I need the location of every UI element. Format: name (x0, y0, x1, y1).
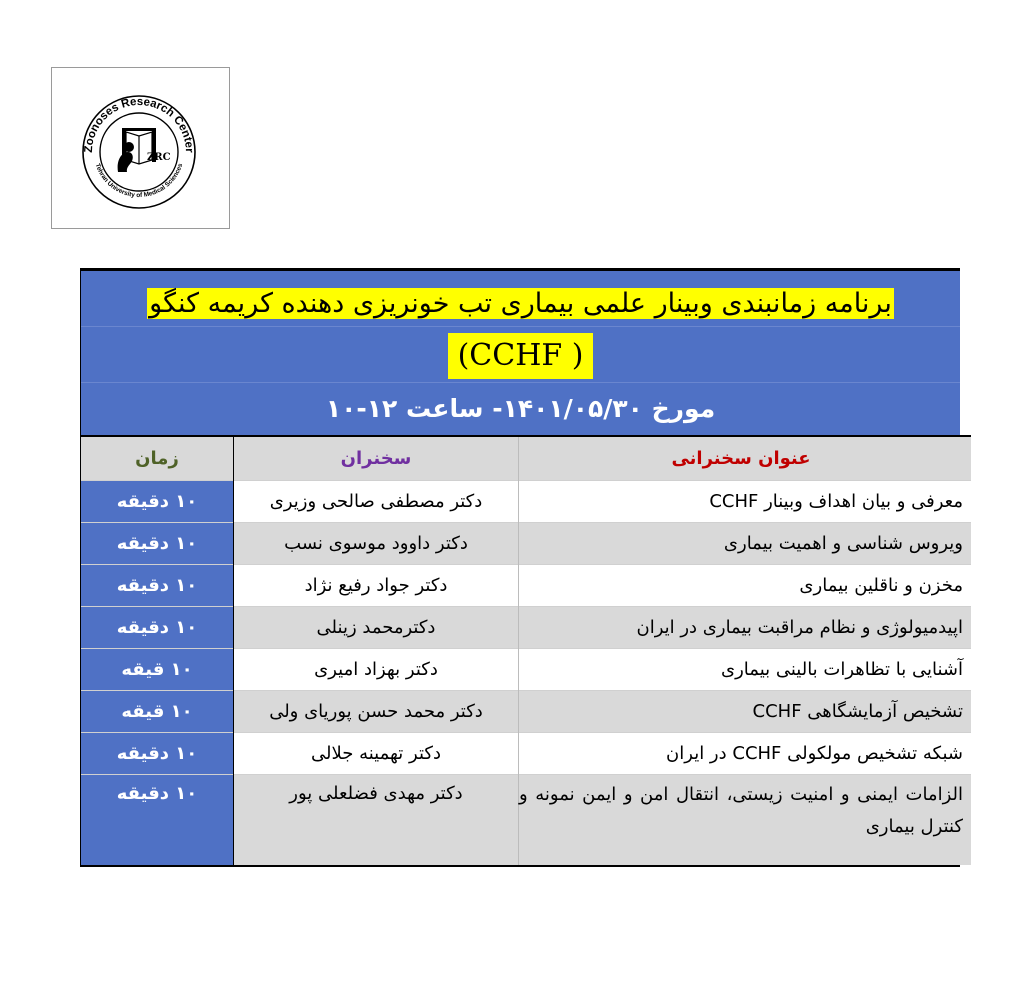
book-reader-icon (118, 128, 156, 172)
webinar-schedule (80, 268, 963, 867)
table-row (81, 565, 972, 607)
table-row (81, 607, 972, 649)
topic-cell: آشنایی با تظاهرات بالینی بیماری (519, 649, 972, 691)
column-header-speaker: سخنران (234, 436, 519, 481)
time-cell: ۱۰ دقیقه (81, 607, 234, 649)
time-cell: ۱۰ قیقه (81, 691, 234, 733)
speaker-cell: دکتر محمد حسن پوریای ولی (234, 691, 519, 733)
time-cell: ۱۰ دقیقه (81, 733, 234, 775)
column-header-topic: عنوان سخنرانی (519, 436, 972, 481)
title-row-2 (81, 327, 960, 383)
time-cell: ۱۰ دقیقه (81, 565, 234, 607)
speaker-cell: دکتر تهمینه جلالی (234, 733, 519, 775)
time-cell: ۱۰ دقیقه (81, 523, 234, 565)
date-row (81, 383, 960, 435)
bottom-rule (80, 865, 960, 867)
column-header-time: زمان (81, 436, 234, 481)
time-cell: ۱۰ قیقه (81, 649, 234, 691)
title-row-1 (81, 271, 960, 327)
logo-arc-top-text: Zoonoses Research Center (82, 95, 196, 154)
topic-cell: اپیدمیولوژی و نظام مراقبت بیماری در ایران (519, 607, 972, 649)
table-row (81, 649, 972, 691)
webinar-title: برنامه زمانبندی وبینار علمی بیماری تب خونریزی دهنده کریمه کنگو (149, 288, 892, 319)
speaker-cell: دکترمحمد زینلی (234, 607, 519, 649)
speaker-cell: دکتر جواد رفیع نژاد (234, 565, 519, 607)
speaker-cell: دکتر داوود موسوی نسب (234, 523, 519, 565)
table-row (81, 733, 972, 775)
zrc-logo (52, 68, 229, 228)
topic-cell: معرفی و بیان اهداف وبینار CCHF (519, 481, 972, 523)
table-row (81, 691, 972, 733)
table-row (81, 775, 972, 866)
time-cell: ۱۰ دقیقه (81, 481, 234, 523)
table-row (81, 523, 972, 565)
topic-cell: مخزن و ناقلین بیماری (519, 565, 972, 607)
topic-cell: ویروس شناسی و اهمیت بیماری (519, 523, 972, 565)
speaker-cell: دکتر بهزاد امیری (234, 649, 519, 691)
table-header-row (81, 436, 972, 481)
logo-arc-bottom-text: Tehran University of Medical Sciences (93, 162, 185, 200)
logo-monogram: ZRC (147, 152, 171, 163)
topic-cell: الزامات ایمنی و امنیت زیستی، انتقال امن و ایمن نمونه و کنترل بیماری (519, 775, 972, 866)
time-cell: ۱۰ دقیقه (81, 775, 234, 866)
topic-cell: شبکه تشخیص مولکولی CCHF در ایران (519, 733, 972, 775)
webinar-date-time: مورخ ۱۴۰۱/۰۵/۳۰- ساعت ۱۲-۱۰ (325, 394, 716, 423)
schedule-table (80, 435, 971, 865)
schedule-header (80, 271, 960, 435)
speaker-cell: دکتر مصطفی صالحی وزیری (234, 481, 519, 523)
table-row (81, 481, 972, 523)
logo-frame (51, 67, 230, 229)
topic-cell: تشخیص آزمایشگاهی CCHF (519, 691, 972, 733)
webinar-title-acronym: (CCHF ) (448, 333, 594, 379)
speaker-cell: دکتر مهدی فضلعلی پور (234, 775, 519, 866)
